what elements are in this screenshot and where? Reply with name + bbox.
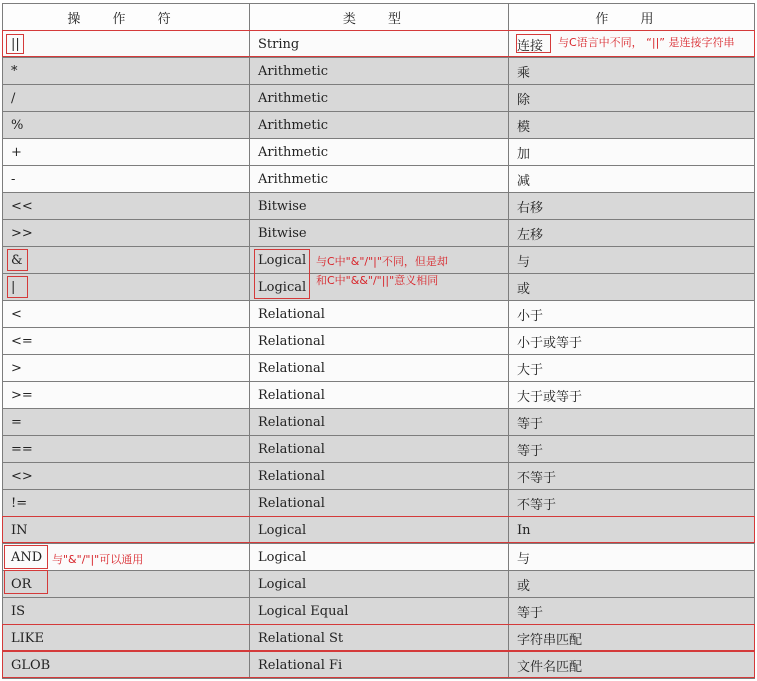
header-type: 类 型 [250,4,509,31]
table-row [3,301,755,328]
cell-function: 字符串匹配 [509,625,755,652]
cell-function: 等于 [509,598,755,625]
cell-type: Relational [250,301,509,328]
table-row [3,112,755,139]
cell-function: 右移 [509,193,755,220]
cell-function: In [509,517,755,544]
cell-function: 连接 [509,31,755,58]
cell-type: Logical [250,247,509,274]
cell-operator: LIKE [3,625,250,652]
cell-operator: || [3,31,250,58]
note-concat: 与C语言中不同， “||” 是连接字符串 [558,36,735,49]
table-row [3,85,755,112]
cell-type: Logical [250,517,509,544]
table-row [3,58,755,85]
operator-table [2,3,755,679]
cell-type: Arithmetic [250,58,509,85]
cell-operator: OR [3,571,250,598]
table-row [3,463,755,490]
cell-function: 大于 [509,355,755,382]
cell-type: Bitwise [250,193,509,220]
cell-type: Relational [250,490,509,517]
cell-type: Arithmetic [250,85,509,112]
cell-operator: % [3,112,250,139]
cell-operator: GLOB [3,652,250,679]
cell-operator: < [3,301,250,328]
table-row [3,571,755,598]
table-row [3,625,755,652]
cell-operator: <> [3,463,250,490]
cell-function: 减 [509,166,755,193]
table-row [3,382,755,409]
cell-type: Relational [250,355,509,382]
cell-function: 等于 [509,409,755,436]
table-row [3,328,755,355]
table-row [3,517,755,544]
cell-operator: - [3,166,250,193]
cell-operator: | [3,274,250,301]
cell-operator: <= [3,328,250,355]
cell-function: 加 [509,139,755,166]
cell-operator: IN [3,517,250,544]
cell-function: 小于 [509,301,755,328]
note-logical-line1: 与C中"&"/"|"不同，但是却 [316,255,448,268]
cell-type: Relational Fi [250,652,509,679]
table-row [3,598,755,625]
cell-operator: << [3,193,250,220]
table-row [3,652,755,679]
cell-operator: > [3,355,250,382]
cell-type: Relational [250,328,509,355]
cell-operator: == [3,436,250,463]
note-and-or: 与"&"/"|"可以通用 [52,553,144,566]
cell-type: Relational [250,382,509,409]
cell-function: 与 [509,544,755,571]
table-row [3,409,755,436]
header-operator: 操 作 符 [3,4,250,31]
cell-type: Logical [250,571,509,598]
cell-function: 与 [509,247,755,274]
cell-function: 或 [509,274,755,301]
table-row [3,436,755,463]
cell-type: Logical Equal [250,598,509,625]
cell-operator: = [3,409,250,436]
cell-operator: * [3,58,250,85]
cell-type: Arithmetic [250,112,509,139]
cell-function: 模 [509,112,755,139]
cell-type: Arithmetic [250,166,509,193]
cell-operator: / [3,85,250,112]
cell-operator: AND [3,544,250,571]
cell-type: Relational St [250,625,509,652]
operator-table-container [2,3,754,679]
table-row [3,355,755,382]
cell-function: 左移 [509,220,755,247]
cell-operator: >= [3,382,250,409]
cell-function: 等于 [509,436,755,463]
cell-type: Relational [250,463,509,490]
cell-function: 小于或等于 [509,328,755,355]
cell-operator: & [3,247,250,274]
note-logical-line2: 和C中"&&"/"||"意义相同 [316,274,439,287]
cell-function: 不等于 [509,463,755,490]
table-row [3,220,755,247]
table-row [3,490,755,517]
header-function: 作 用 [509,4,755,31]
cell-type: String [250,31,509,58]
cell-type: Relational [250,409,509,436]
cell-function: 不等于 [509,490,755,517]
table-row [3,139,755,166]
cell-function: 或 [509,571,755,598]
cell-type: Bitwise [250,220,509,247]
cell-function: 乘 [509,58,755,85]
cell-function: 除 [509,85,755,112]
cell-type: Logical [250,544,509,571]
cell-operator: != [3,490,250,517]
cell-type: Relational [250,436,509,463]
cell-operator: >> [3,220,250,247]
cell-function: 大于或等于 [509,382,755,409]
cell-operator: + [3,139,250,166]
table-row [3,166,755,193]
cell-type: Arithmetic [250,139,509,166]
cell-operator: IS [3,598,250,625]
cell-type: Logical [250,274,509,301]
table-header-row [3,4,755,31]
cell-function: 文件名匹配 [509,652,755,679]
table-row [3,193,755,220]
